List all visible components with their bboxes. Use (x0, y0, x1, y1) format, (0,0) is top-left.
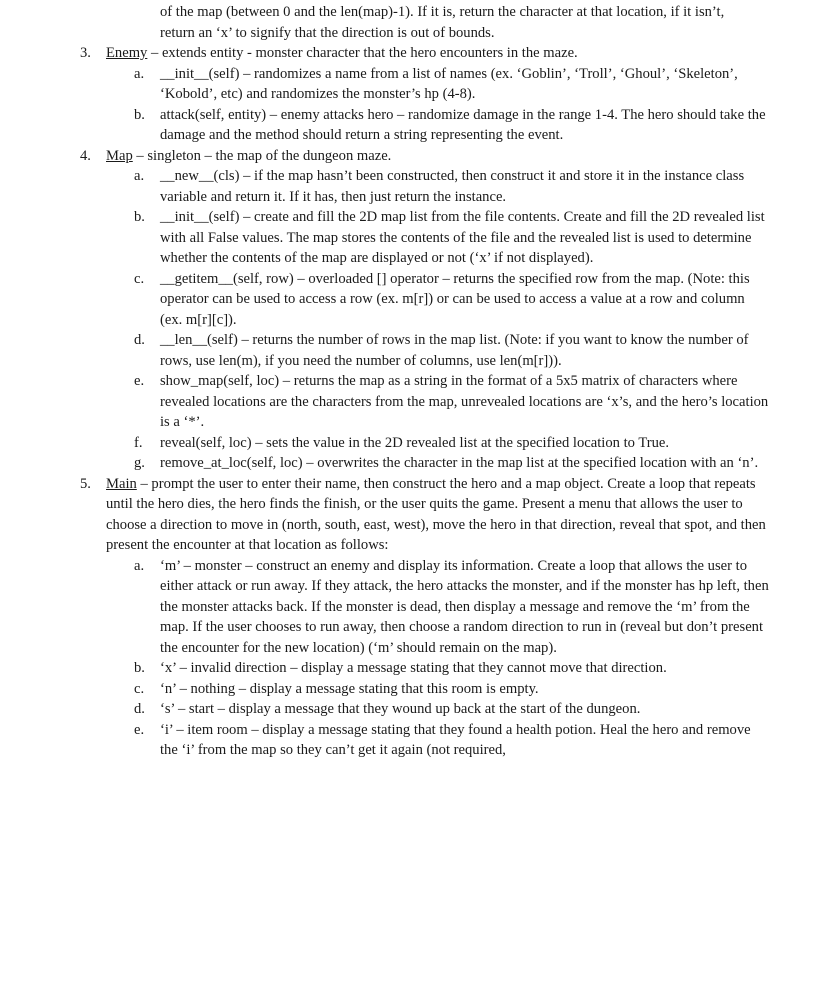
sub-item-letter: b. (134, 209, 145, 225)
sub-item-text: ‘s’ – start – display a message that they wound up back at the start of the dungeon. (160, 701, 641, 717)
sub-item (134, 658, 770, 679)
sub-item-letter: d. (134, 332, 145, 348)
item-description: – singleton – the map of the dungeon maze. (132, 147, 392, 164)
sub-item (134, 699, 770, 720)
sub-item (134, 433, 770, 454)
sub-item (134, 166, 770, 207)
sub-item (134, 269, 770, 331)
sub-item-text: __len__(self) – returns the number of rows in the map list. (Note: if you want to know the number of rows, use len(m), if you need the number of columns, use len(m[r])). (160, 332, 749, 369)
sub-item-text: __getitem__(self, row) – overloaded [] operator – returns the specified row from the map. (Note: this operator can be used to access a row (ex. m[r]) or can be used to access a value at a row and column (ex. m[r][c]). (160, 270, 750, 328)
sub-item-letter: f. (134, 434, 143, 451)
numbered-list (80, 43, 770, 761)
sub-item-letter: c. (134, 270, 145, 287)
item-title: Enemy (106, 45, 148, 61)
sub-item-text: ‘x’ – invalid direction – display a message stating that they cannot move that direction. (160, 660, 667, 676)
sub-item (134, 207, 770, 269)
sub-item-text: ‘m’ – monster – construct an enemy and display its information. Create a loop that allows the user to either attack or run away. If they attack, the hero attacks the monster, and if the monster has hp left, then the monster attacks back. If the monster is dead, then display a message and remove the ‘m’ from the map. If the user chooses to run away, then choose a random direction to run in (reveal but don’t present the encounter for the new location) (‘m’ should remain on the map). (160, 557, 769, 656)
sub-item (134, 556, 770, 659)
item-title: Map (106, 147, 133, 164)
sub-item-text: __init__(self) – randomizes a name from a list of names (ex. ‘Goblin’, ‘Troll’, ‘Ghoul’, ‘Skeleton’, ‘Kobold’, etc) and randomizes the monster’s hp (4-8). (160, 65, 738, 102)
sub-item-letter: a. (134, 557, 145, 574)
sub-item-letter: e. (134, 373, 145, 389)
sub-item-letter: a. (134, 65, 145, 82)
list-item-main (80, 474, 770, 556)
sub-item-letter: e. (134, 721, 145, 738)
list-item-map (80, 146, 770, 167)
sub-item (134, 330, 770, 371)
item-number: 3. (80, 45, 91, 61)
sub-item-letter: b. (134, 660, 145, 676)
item-number: 5. (80, 475, 91, 492)
sub-item-text: attack(self, entity) – enemy attacks hero – randomize damage in the range 1-4. The hero should take the damage and the method should return a string representing the event. (160, 106, 766, 143)
item-description: – extends entity - monster character that the hero encounters in the maze. (147, 45, 578, 61)
continued-paragraph: of the map (between 0 and the len(map)-1). If it is, return the character at that location, if it isn’t, return an ‘x’ to signify that the direction is out of bounds. (160, 4, 725, 41)
item-title: Main (106, 475, 137, 492)
sub-item (134, 371, 770, 433)
sub-item-text: ‘n’ – nothing – display a message stating that this room is empty. (160, 680, 539, 697)
sub-item (134, 453, 770, 474)
sub-item-letter: b. (134, 106, 145, 123)
sub-item (134, 64, 770, 105)
sub-item-text: ‘i’ – item room – display a message stating that they found a health potion. Heal the hero and remove the ‘i’ from the map so they can’t get it again (not required, (160, 721, 751, 758)
sub-item-letter: c. (134, 680, 145, 697)
sub-item-text: remove_at_loc(self, loc) – overwrites the character in the map list at the specified location with an ‘n’. (160, 455, 759, 471)
sub-item-text: show_map(self, loc) – returns the map as a string in the format of a 5x5 matrix of characters where revealed locations are the characters from the map, unrevealed locations are ‘x’s, and the hero’s location is a ‘*’. (160, 373, 769, 430)
sub-item (134, 720, 770, 761)
sub-item-letter: d. (134, 701, 145, 717)
sub-item (134, 105, 770, 146)
sub-item-letter: g. (134, 455, 145, 471)
sub-item-text: reveal(self, loc) – sets the value in the 2D revealed list at the specified location to True. (160, 434, 669, 451)
list-item-enemy (80, 43, 770, 64)
sub-item-text: __new__(cls) – if the map hasn’t been constructed, then construct it and store it in the instance class variable and return it. If it has, then just return the instance. (160, 168, 745, 205)
item-number: 4. (80, 147, 91, 164)
sub-item (134, 679, 770, 700)
sub-item-text: __init__(self) – create and fill the 2D map list from the file contents. Create and fill the 2D revealed list with all False values. The map stores the contents of the file and the revealed list is used to determine whether the contents of the map are displayed or not (‘x’ if not displayed). (160, 209, 765, 266)
item-description: – prompt the user to enter their name, then construct the hero and a map object. Create a loop that repeats until the hero dies, the hero finds the finish, or the user quits the game. Present a menu that allows the user to choose a direction to move in (north, south, east, west), move the hero in that direction, reveal that spot, and then present the encounter at that location as follows: (106, 475, 766, 553)
sub-item-letter: a. (134, 168, 145, 184)
